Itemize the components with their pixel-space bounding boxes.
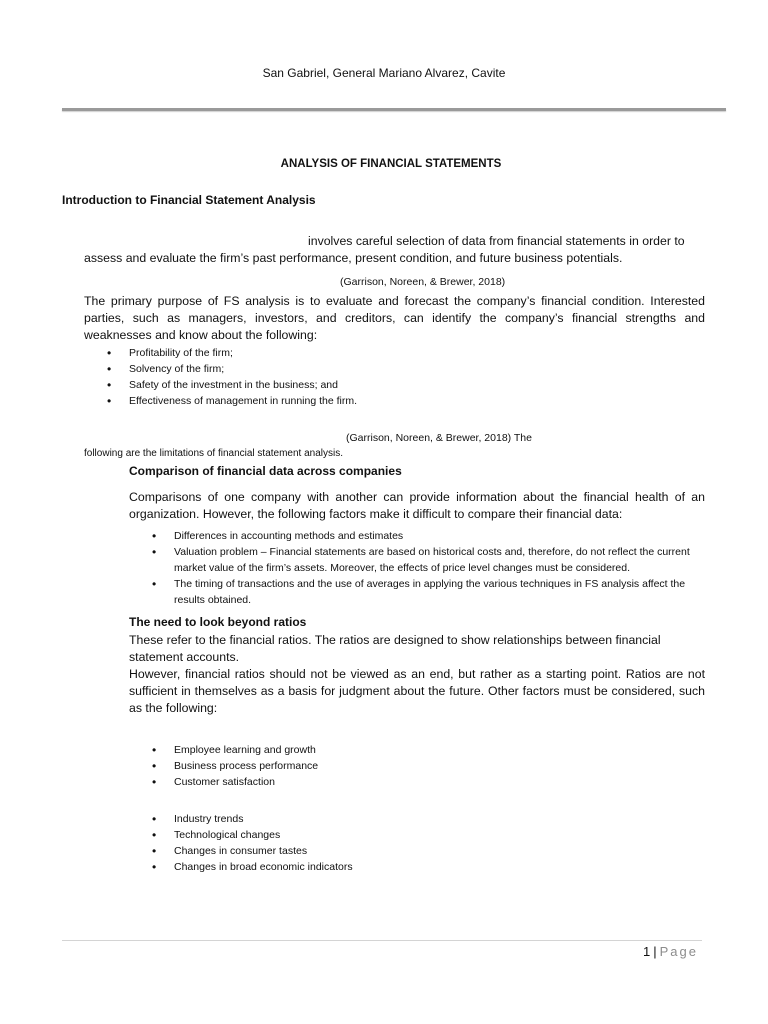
beyond-ratios-paragraph: However, financial ratios should not be viewed as an end, but rather as a starting point. Ratios are not sufficient in themselves as a basis for judgment about the future. Other factors must be considered, such as the following: bbox=[129, 667, 705, 715]
comparison-list bbox=[174, 528, 706, 608]
document-title: ANALYSIS OF FINANCIAL STATEMENTS bbox=[280, 158, 502, 170]
beyond-ratios-heading: The need to look beyond ratios bbox=[129, 615, 307, 629]
header-address: San Gabriel, General Mariano Alvarez, Cavite bbox=[262, 66, 506, 80]
beyond-ratios-paragraph: These refer to the financial ratios. The ratios are designed to show relationships between financial statement accounts. bbox=[129, 633, 661, 664]
factors-list bbox=[174, 742, 318, 790]
list-item: • Differences in accounting methods and estimates bbox=[174, 528, 706, 544]
comparison-paragraph: Comparisons of one company with another can provide information about the financial health of an organization. However, the following factors make it difficult to compare their financial data: bbox=[129, 490, 705, 521]
page-footer bbox=[643, 944, 698, 959]
list-item: • Changes in broad economic indicators bbox=[174, 859, 353, 875]
intro-paragraph-line2: assess and evaluate the firm’s past performance, present condition, and future business potentials. bbox=[84, 251, 623, 265]
intro-paragraph-line1: involves careful selection of data from financial statements in order to bbox=[308, 234, 685, 248]
intro-heading: Introduction to Financial Statement Analysis bbox=[62, 193, 316, 207]
list-item: • Employee learning and growth bbox=[174, 742, 318, 758]
footer-divider bbox=[62, 940, 702, 941]
comparison-heading: Comparison of financial data across companies bbox=[129, 464, 402, 478]
page-number: 1 bbox=[643, 944, 651, 959]
list-item: • The timing of transactions and the use of averages in applying the various techniques in FS analysis affect the results obtained. bbox=[174, 576, 706, 608]
list-item: • Solvency of the firm; bbox=[129, 361, 357, 377]
purpose-paragraph: The primary purpose of FS analysis is to evaluate and forecast the company’s financial condition. Interested parties, such as managers, investors, and creditors, can identify the company’s financial strengths and weaknesses and know about the following: bbox=[84, 294, 705, 342]
list-item: • Effectiveness of management in running the firm. bbox=[129, 393, 357, 409]
list-item: • Business process performance bbox=[174, 758, 318, 774]
list-item: • Valuation problem – Financial statements are based on historical costs and, therefore, do not reflect the current market value of the firm’s assets. Moreover, the effects of price level changes must be considered. bbox=[174, 544, 706, 576]
citation: (Garrison, Noreen, & Brewer, 2018) The bbox=[346, 432, 532, 444]
footer-separator: | bbox=[653, 944, 657, 959]
factors-list bbox=[174, 811, 353, 875]
list-item: • Profitability of the firm; bbox=[129, 345, 357, 361]
citation: (Garrison, Noreen, & Brewer, 2018) bbox=[340, 276, 506, 288]
list-item: • Changes in consumer tastes bbox=[174, 843, 353, 859]
purpose-list bbox=[129, 345, 357, 409]
list-item: • Customer satisfaction bbox=[174, 774, 318, 790]
page-label: Page bbox=[659, 944, 698, 959]
header-divider bbox=[62, 108, 726, 111]
list-item: • Technological changes bbox=[174, 827, 353, 843]
list-item: • Industry trends bbox=[174, 811, 353, 827]
limitations-intro: following are the limitations of financial statement analysis. bbox=[84, 448, 344, 459]
list-item: • Safety of the investment in the business; and bbox=[129, 377, 357, 393]
